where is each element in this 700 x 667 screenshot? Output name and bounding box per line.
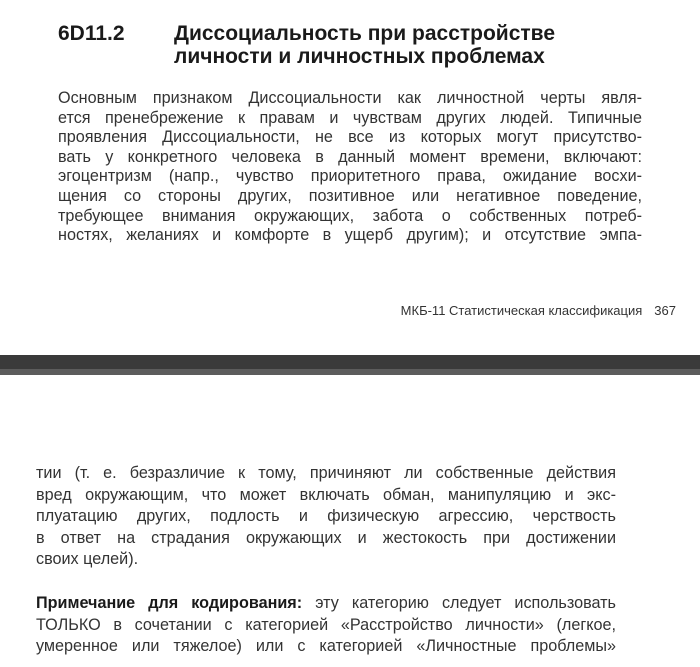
body-paragraph [58,89,642,246]
section-code: 6D11.2 [58,22,125,45]
body-line: проявления Диссоциальности, не все из которых могут присутство- [58,128,642,147]
page-footer [401,303,676,318]
page-number: 367 [654,303,676,318]
continuation-line: тии (т. е. безразличие к тому, причиняют ли собственные действия [36,464,616,482]
continuation-line: вред окружающим, что может включать обман, манипуляцию и экс- [36,485,616,504]
page-divider [0,355,700,375]
body-line: вать у конкретного человека в данный момент времени, включают: [58,147,642,166]
body-line: требующее внимания окружающих, забота о собственных потреб- [58,206,642,225]
continuation-line: в ответ на страдания окружающих и жестокость при достижении [36,528,616,547]
note-text: эту категорию следует использовать [302,594,616,612]
note-line: умеренное или тяжелое) или с категорией «Личностные проблемы» [36,637,616,656]
section-title-line: личности и личностных проблемах [174,45,545,68]
body-line: ностях, желаниях и комфорте в ущерб другим); и отсутствие эмпа- [58,226,642,245]
note-line [36,593,616,615]
body-line: Основным признаком Диссоциальности как личностной черты явля- [58,89,642,107]
body-line: ется пренебрежение к правам и чувствам других людей. Типичные [58,108,642,127]
note-line: ТОЛЬКО в сочетании с категорией «Расстройство личности» (легкое, [36,615,616,634]
continuation-line: своих целей). [36,550,139,569]
page-bottom [0,375,700,667]
section-title [174,22,674,68]
note-label: Примечание для кодирования: [36,594,303,612]
section-title-line: Диссоциальность при расстройстве [174,22,555,45]
continuation-paragraph [36,463,616,571]
body-line: эгоцентризм (напр., чувство приоритетного права, ожидание восхи- [58,167,642,186]
coding-note [36,593,616,658]
body-line: щения со стороны других, позитивное или негативное поведение, [58,186,642,205]
continuation-line: плуатацию других, подлость и физическую агрессию, черствость [36,507,616,526]
footer-title: МКБ-11 Статистическая классификация [400,303,643,318]
